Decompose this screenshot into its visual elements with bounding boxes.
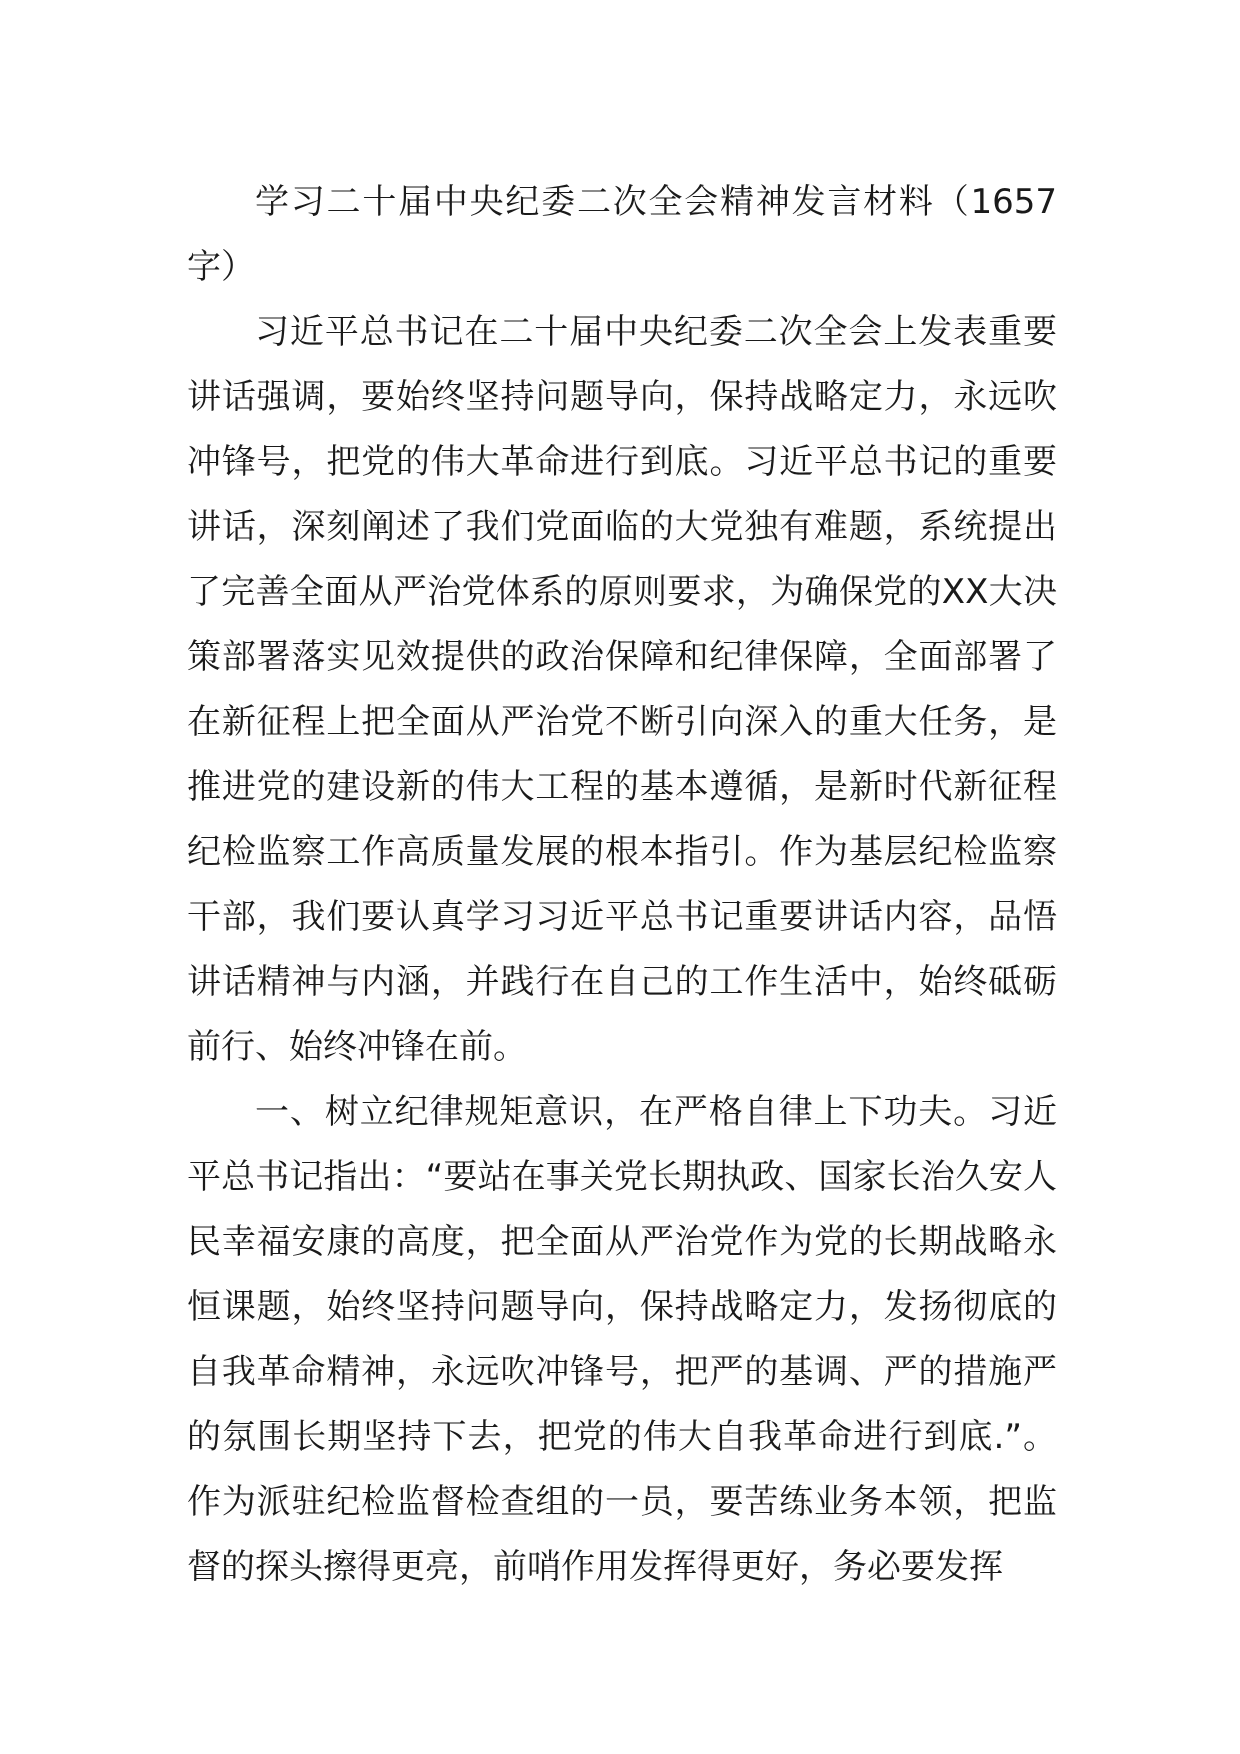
- document-title: 学习二十届中央纪委二次全会精神发言材料（1657字）: [187, 182, 1057, 287]
- body-paragraph-1: 习近平总书记在二十届中央纪委二次全会上发表重要讲话强调，要始终坚持问题导向，保持战略定力，永远吹冲锋号，把党的伟大革命进行到底。习近平总书记的重要讲话，深刻阐述了我们党面临的大党独有难题，系统提出了完善全面从严治党体系的原则要求，为确保党的XX大决策部署落实见效提供的政治保障和纪律保障，全面部署了在新征程上把全面从严治党不断引向深入的重大任务，是推进党的建设新的伟大工程的基本遵循，是新时代新征程纪检监察工作高质量发展的根本指引。作为基层纪检监察干部，我们要认真学习习近平总书记重要讲话内容，品悟讲话精神与内涵，并践行在自己的工作生活中，始终砥砺前行、始终冲锋在前。: [187, 312, 1057, 1067]
- body-paragraph-2: 一、树立纪律规矩意识，在严格自律上下功夫。习近平总书记指出：“要站在事关党长期执政、国家长治久安人民幸福安康的高度，把全面从严治党作为党的长期战略永恒课题，始终坚持问题导向，保持战略定力，发扬彻底的自我革命精神，永远吹冲锋号，把严的基调、严的措施严的氛围长期坚持下去，把党的伟大自我革命进行到底.”。作为派驻纪检监督检查组的一员，要苦练业务本领，把监督的探头擦得更亮，前哨作用发挥得更好，务必要发挥: [187, 1092, 1057, 1587]
- document-page: [187, 170, 1057, 1600]
